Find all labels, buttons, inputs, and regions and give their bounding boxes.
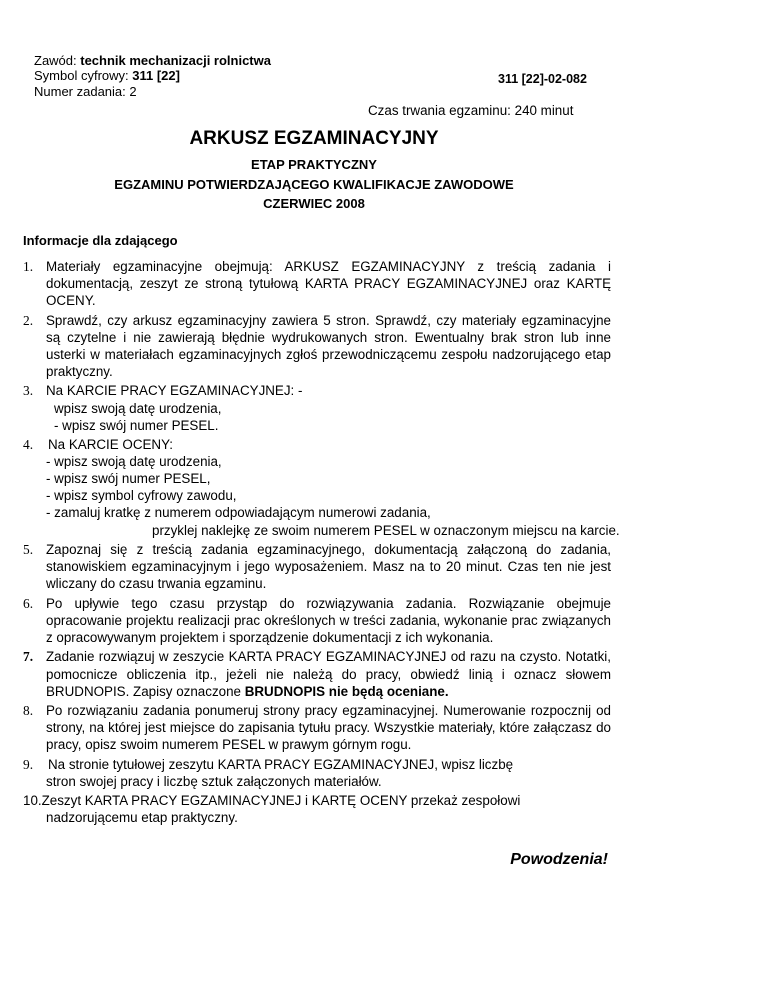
item-line: - wpisz swój numer PESEL. [54,417,219,433]
info-heading: Informacje dla zdającego [23,233,178,248]
list-item-6 [23,595,611,646]
item-line: nadzorującemu etap praktyczny. [46,810,238,826]
list-item-7 [23,648,611,699]
exam-duration: Czas trwania egzaminu: 240 minut [368,103,574,118]
symbol-label: Symbol cyfrowy: [34,68,133,83]
brudnopis-emphasis: BRUDNOPIS nie będą oceniane. [244,683,449,699]
task-number: Numer zadania: 2 [34,84,137,99]
symbol-line [34,68,180,83]
list-item-9 [23,756,611,790]
main-title: ARKUSZ EGZAMINACYJNY [189,128,439,149]
list-item-1 [23,258,611,309]
item-number: 4. [23,437,34,453]
item-line: Na stronie tytułowej zeszytu KARTA PRACY EGZAMINACYJNEJ, wpisz liczbę [48,756,514,772]
item-number: 5. [23,542,34,558]
closing-wish: Powodzenia! [510,851,608,868]
list-item-5 [23,541,611,592]
item-text: Zadanie rozwiązuj w zeszycie KARTA PRACY EGZAMINACYJNEJ od razu na czysto. Notatki, pomocnicze obliczenia itp., jeżeli nie należą do pracy, obwiedź linią i oznacz słowem BRUDNOPIS. Zapisy oznaczone [46,649,611,699]
item-text: Po rozwiązaniu zadania ponumeruj strony pracy egzaminacyjnej. Numerowanie rozpocznij od strony, na której jest miejsce do zapisania tytułu pracy. Wszystkie materiały, które załączasz do pracy, opisz swoim numerem PESEL w prawym górnym rogu. [46,703,611,753]
instructions-list [23,258,620,829]
profession-label: Zawód: [34,53,81,68]
item-text: Po upływie tego czasu przystąp do rozwiązywania zadania. Rozwiązanie obejmuje opracowanie projektu realizacji prac określonych w treści zadania, wykonanie prac związanych z opracowywanym projektem i sporządzenie dokumentacji z ich wykonania. [46,595,611,645]
exam-date: CZERWIEC 2008 [263,196,365,211]
exam-code: 311 [22]-02-082 [498,72,587,86]
item-text: Sprawdź, czy arkusz egzaminacyjny zawiera 5 stron. Sprawdź, czy materiały egzaminacyjne są czytelne i nie zawierają błędnie wydrukowanych stron. Ewentualny brak stron lub inne usterki w materiałach egzaminacyjnych zgłoś przewodniczącemu zespołu nadzorującego etap praktyczny. [46,312,611,379]
list-item-3 [23,382,611,433]
item-line: 10.Zeszyt KARTA PRACY EGZAMINACYJNEJ i KARTĘ OCENY przekaż zespołowi [23,793,521,809]
item-line: Na KARCIE PRACY EGZAMINACYJNEJ: - [46,383,303,399]
item-text: Materiały egzaminacyjne obejmują: ARKUSZ EGZAMINACYJNY z treścią zadania i dokumentacją, zeszyt ze stroną tytułową KARTA PRACY EGZAMINACYJNEJ oraz KARTĘ OCENY. [46,259,611,309]
exam-type-title: EGZAMINU POTWIERDZAJĄCEGO KWALIFIKACJE ZAWODOWE [114,177,514,192]
list-item-10 [23,792,611,826]
item-line: Na KARCIE OCENY: [48,437,174,453]
stage-title: ETAP PRAKTYCZNY [251,157,377,172]
item-line: - wpisz symbol cyfrowy zawodu, [46,488,237,504]
list-item-2 [23,312,611,380]
profession-value: technik mechanizacji rolnictwa [80,53,271,68]
item-number: 3. [23,383,34,399]
item-line: - wpisz swoją datę urodzenia, [46,454,222,470]
profession-line [34,53,271,68]
item-number: 6. [23,595,34,611]
item-line: - wpisz swój numer PESEL, [46,471,211,487]
item-number: 2. [23,312,34,328]
list-item-4 [23,436,620,539]
item-number: 9. [23,756,34,772]
list-item-8 [23,702,611,753]
item-text: Zapoznaj się z treścią zadania egzaminacyjnego, dokumentacją załączoną do zadania, stanowiskiem egzaminacyjnym i jego wyposażeniem. Masz na to 20 minut. Czas ten nie jest wliczany do czasu trwania egzaminu. [46,542,611,592]
item-line: przyklej naklejkę ze swoim numerem PESEL w oznaczonym miejscu na karcie. [152,522,620,538]
item-line: stron swojej pracy i liczbę sztuk załączonych materiałów. [46,773,382,789]
item-number: 8. [23,703,34,719]
item-line: wpisz swoją datę urodzenia, [54,400,222,416]
item-number: 7. [23,649,34,665]
item-line: - zamaluj kratkę z numerem odpowiadającym numerowi zadania, [46,505,431,521]
item-number: 1. [23,259,34,274]
symbol-value: 311 [22] [132,68,180,83]
